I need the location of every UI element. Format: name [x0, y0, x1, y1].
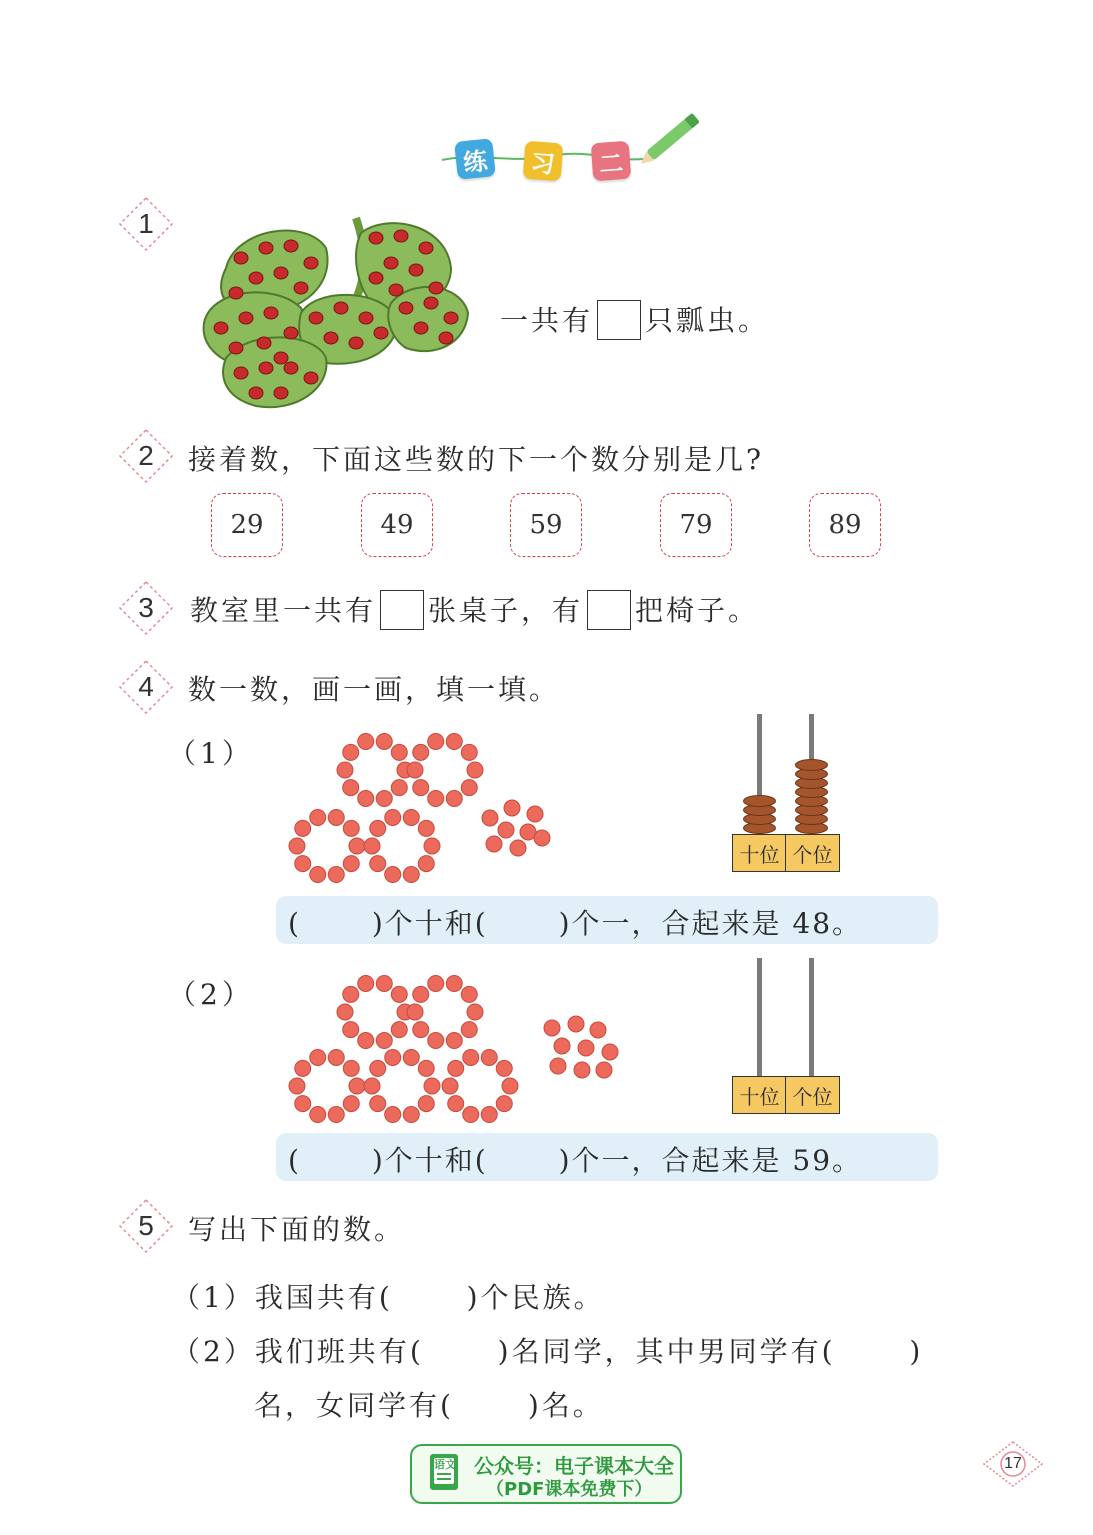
- bead: [481, 1107, 497, 1123]
- bead: [385, 867, 401, 883]
- abacus-2-ones-label: 个位: [785, 1076, 840, 1114]
- ladybug: [439, 332, 453, 344]
- bead: [596, 1062, 612, 1078]
- bead: [289, 1078, 305, 1094]
- page-number-text: 17: [1004, 1455, 1022, 1472]
- bead: [413, 1022, 429, 1038]
- bead: [310, 809, 326, 825]
- ladybug: [389, 284, 403, 296]
- question-5-line-3: 名，女同学有( )名。: [254, 1389, 604, 1422]
- bead: [461, 780, 477, 796]
- bead: [343, 1096, 359, 1112]
- bead: [403, 809, 419, 825]
- bead: [391, 1022, 407, 1038]
- bead: [413, 744, 429, 760]
- bead: [328, 1049, 344, 1065]
- ladybug-leaves-illustration: [196, 208, 476, 418]
- badge-line-2: （PDF课本免费下）: [486, 1479, 653, 1500]
- question-1-text-before: 一共有: [500, 304, 594, 337]
- bead: [295, 1060, 311, 1076]
- question-5-text: 写出下面的数。: [188, 1213, 406, 1246]
- bead: [496, 1096, 512, 1112]
- bead: [510, 840, 526, 856]
- bead: [467, 762, 483, 778]
- question-3-text: [190, 589, 759, 633]
- ladybug: [369, 272, 383, 284]
- ladybug: [324, 332, 338, 344]
- part-1-label: （1）: [168, 737, 254, 770]
- bead: [418, 856, 434, 872]
- question-number-1: 1: [118, 196, 174, 252]
- abacus-part-1: [730, 710, 840, 840]
- bead: [448, 1096, 464, 1112]
- bead: [376, 733, 392, 749]
- bead: [446, 791, 462, 807]
- ladybug: [274, 352, 288, 364]
- bead: [446, 733, 462, 749]
- abacus-part-2: [730, 952, 840, 1082]
- bead: [370, 820, 386, 836]
- ladybug: [234, 252, 248, 264]
- bead: [343, 744, 359, 760]
- bead: [407, 762, 423, 778]
- bead: [364, 838, 380, 854]
- bead: [428, 975, 444, 991]
- bead: [403, 1049, 419, 1065]
- ladybug: [419, 242, 433, 254]
- number-box-5: 89: [809, 493, 881, 557]
- bead: [328, 809, 344, 825]
- bead: [467, 1004, 483, 1020]
- ladybug: [304, 372, 318, 384]
- bead: [534, 830, 550, 846]
- question-1-text-after: 只瓢虫。: [645, 304, 770, 337]
- ladybug: [229, 342, 243, 354]
- fill-sentence-2-text: ( )个十和( )个一，合起来是 59。: [288, 1144, 863, 1177]
- question-5-line-1: （1）我国共有( )个民族。: [172, 1281, 605, 1314]
- bead: [289, 838, 305, 854]
- abacus-tens-bead: [744, 796, 776, 807]
- bead: [358, 975, 374, 991]
- ladybug: [394, 230, 408, 242]
- ladybug: [259, 362, 273, 374]
- part-2-label: （2）: [168, 978, 254, 1011]
- bead: [428, 1033, 444, 1049]
- bead: [403, 867, 419, 883]
- bead: [463, 1049, 479, 1065]
- bead: [482, 810, 498, 826]
- ladybug: [399, 302, 413, 314]
- bead: [590, 1022, 606, 1038]
- bead: [446, 975, 462, 991]
- wechat-badge: [410, 1444, 682, 1504]
- title-char-2: 习: [523, 141, 564, 182]
- bead-rings-part-2: [280, 968, 640, 1128]
- bead: [349, 838, 365, 854]
- ladybug: [284, 240, 298, 252]
- bead: [385, 809, 401, 825]
- ladybug: [429, 282, 443, 294]
- ladybug: [359, 312, 373, 324]
- ladybug: [284, 327, 298, 339]
- bead: [358, 1033, 374, 1049]
- title-char-1: 练: [454, 138, 496, 180]
- ladybug: [374, 327, 388, 339]
- question-3-text-a: 教室里一共有: [190, 594, 377, 627]
- bead: [418, 1096, 434, 1112]
- question-3-text-b: 张桌子，有: [428, 594, 584, 627]
- ladybug: [294, 282, 308, 294]
- abacus-1-ones-label: 个位: [785, 834, 840, 872]
- bead: [418, 820, 434, 836]
- bead: [498, 822, 514, 838]
- ladybug: [234, 367, 248, 379]
- question-5-line-2: （2）我们班共有( )名同学，其中男同学有( ): [172, 1335, 924, 1368]
- number-box-4: 79: [660, 493, 732, 557]
- answer-box-chairs[interactable]: [587, 590, 631, 630]
- bead: [424, 838, 440, 854]
- bead: [574, 1062, 590, 1078]
- fill-sentence-part-1: [276, 896, 938, 944]
- bead: [391, 744, 407, 760]
- ladybug: [229, 287, 243, 299]
- bead: [295, 856, 311, 872]
- abacus-ones-bead: [796, 760, 828, 771]
- bead: [328, 1107, 344, 1123]
- bead: [602, 1044, 618, 1060]
- bead: [428, 791, 444, 807]
- answer-box-ladybugs[interactable]: [597, 300, 641, 340]
- bead: [461, 1022, 477, 1038]
- answer-box-desks[interactable]: [380, 590, 424, 630]
- bead: [385, 1049, 401, 1065]
- bead: [370, 1060, 386, 1076]
- ladybug: [274, 267, 288, 279]
- bead: [418, 1060, 434, 1076]
- bead: [343, 1060, 359, 1076]
- bead: [496, 1060, 512, 1076]
- bead: [481, 1049, 497, 1065]
- bead: [413, 986, 429, 1002]
- abacus-2-tens-label: 十位: [732, 1076, 787, 1114]
- ladybug: [264, 307, 278, 319]
- bead: [337, 1004, 353, 1020]
- bead: [343, 780, 359, 796]
- bead: [358, 733, 374, 749]
- bead: [391, 986, 407, 1002]
- bead: [461, 744, 477, 760]
- ladybug: [334, 302, 348, 314]
- ladybug: [284, 362, 298, 374]
- ladybug: [349, 337, 363, 349]
- bead: [385, 1107, 401, 1123]
- question-3-text-c: 把椅子。: [635, 594, 760, 627]
- fill-sentence-1-text: ( )个十和( )个一，合起来是 48。: [288, 907, 863, 940]
- bead: [428, 733, 444, 749]
- ladybug: [384, 257, 398, 269]
- ladybug: [424, 297, 438, 309]
- bead: [370, 1096, 386, 1112]
- question-2-text: 接着数，下面这些数的下一个数分别是几?: [188, 443, 765, 476]
- exercise-title: [440, 112, 710, 192]
- bead: [403, 1107, 419, 1123]
- bead: [502, 1078, 518, 1094]
- bead: [568, 1016, 584, 1032]
- bead: [504, 800, 520, 816]
- bead: [407, 1004, 423, 1020]
- bead: [413, 780, 429, 796]
- bead: [391, 780, 407, 796]
- bead: [310, 867, 326, 883]
- ladybug: [214, 322, 228, 334]
- title-char-3: 二: [591, 141, 632, 182]
- bead: [343, 1022, 359, 1038]
- bead: [310, 1107, 326, 1123]
- bead: [446, 1033, 462, 1049]
- bead: [544, 1020, 560, 1036]
- bead: [295, 820, 311, 836]
- bead: [328, 867, 344, 883]
- ladybug: [259, 242, 273, 254]
- ladybug: [369, 232, 383, 244]
- fill-sentence-part-2: [276, 1133, 938, 1181]
- bead: [358, 791, 374, 807]
- number-box-2: 49: [361, 493, 433, 557]
- book-icon-label: 语文: [434, 1458, 456, 1471]
- bead: [349, 1078, 365, 1094]
- bead-rings-part-1: [280, 726, 580, 886]
- ladybug: [249, 272, 263, 284]
- bead: [295, 1096, 311, 1112]
- question-number-4: 4: [118, 659, 174, 715]
- badge-line-1: 公众号：电子课本大全: [474, 1454, 674, 1478]
- ladybug: [239, 312, 253, 324]
- bead: [448, 1060, 464, 1076]
- bead: [337, 762, 353, 778]
- ladybug: [414, 322, 428, 334]
- question-number-2: 2: [118, 428, 174, 484]
- bead: [463, 1107, 479, 1123]
- bead: [376, 1033, 392, 1049]
- page-number: [980, 1440, 1046, 1488]
- question-number-5: 5: [118, 1198, 174, 1254]
- bead: [310, 1049, 326, 1065]
- bead: [376, 791, 392, 807]
- bead: [486, 836, 502, 852]
- bead: [554, 1038, 570, 1054]
- ladybug: [304, 257, 318, 269]
- bead: [550, 1058, 566, 1074]
- bead: [527, 806, 543, 822]
- bead: [364, 1078, 380, 1094]
- ladybug: [309, 312, 323, 324]
- ladybug: [257, 337, 271, 349]
- question-4-text: 数一数，画一画，填一填。: [188, 673, 561, 706]
- ladybug: [409, 264, 423, 276]
- bead: [424, 1078, 440, 1094]
- bead: [442, 1078, 458, 1094]
- ladybug: [274, 387, 288, 399]
- bead: [370, 856, 386, 872]
- bead: [343, 820, 359, 836]
- bead: [461, 986, 477, 1002]
- bead: [376, 975, 392, 991]
- bead: [343, 986, 359, 1002]
- ladybug: [249, 387, 263, 399]
- question-1-text: [500, 299, 769, 343]
- number-box-3: 59: [510, 493, 582, 557]
- bead: [578, 1040, 594, 1056]
- number-box-1: 29: [211, 493, 283, 557]
- ladybug: [444, 312, 458, 324]
- question-number-3: 3: [118, 580, 174, 636]
- bead: [343, 856, 359, 872]
- abacus-1-tens-label: 十位: [732, 834, 787, 872]
